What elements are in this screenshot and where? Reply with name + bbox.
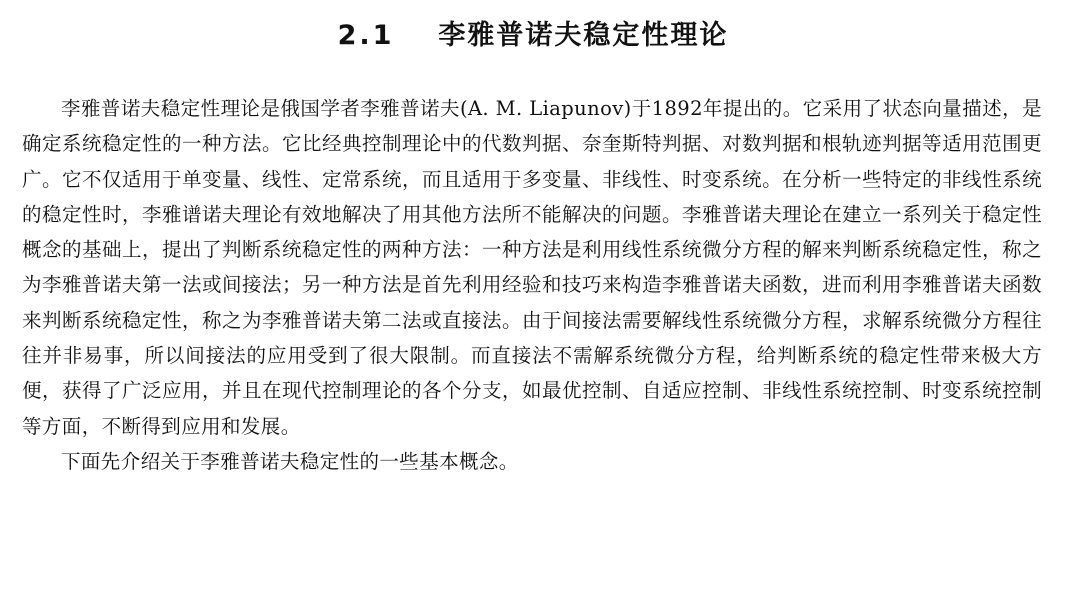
section-body bbox=[22, 91, 1042, 479]
body-paragraph-1: 李雅普诺夫稳定性理论是俄国学者李雅普诺夫(A. M. Liapunov)于1892年提出的。它采用了状态向量描述，是确定系统稳定性的一种方法。它比经典控制理论中的代数判据、奈奎斯特判据、对数判据和根轨迹判据等适用范围更广。它不仅适用于单变量、线性、定常系统，而且适用于多变量、非线性、时变系统。在分析一些特定的非线性系统的稳定性时，李雅谱诺夫理论有效地解决了用其他方法所不能解决的问题。李雅普诺夫理论在建立一系列关于稳定性概念的基础上，提出了判断系统稳定性的两种方法：一种方法是利用线性系统微分方程的解来判断系统稳定性，称之为李雅普诺夫第一法或间接法；另一种方法是首先利用经验和技巧来构造李雅普诺夫函数，进而利用李雅普诺夫函数来判断系统稳定性，称之为李雅普诺夫第二法或直接法。由于间接法需要解线性系统微分方程，求解系统微分方程往往并非易事，所以间接法的应用受到了很大限制。而直接法不需解系统微分方程，给判断系统的稳定性带来极大方便，获得了广泛应用，并且在现代控制理论的各个分支，如最优控制、自适应控制、非线性系统控制、时变系统控制等方面，不断得到应用和发展。 bbox=[22, 97, 1042, 438]
section-title: 李雅普诺夫稳定性理论 bbox=[438, 20, 729, 51]
section-number: 2.1 bbox=[337, 20, 395, 51]
body-paragraph-2: 下面先介绍关于李雅普诺夫稳定性的一些基本概念。 bbox=[61, 449, 519, 473]
section-heading bbox=[0, 14, 1066, 58]
